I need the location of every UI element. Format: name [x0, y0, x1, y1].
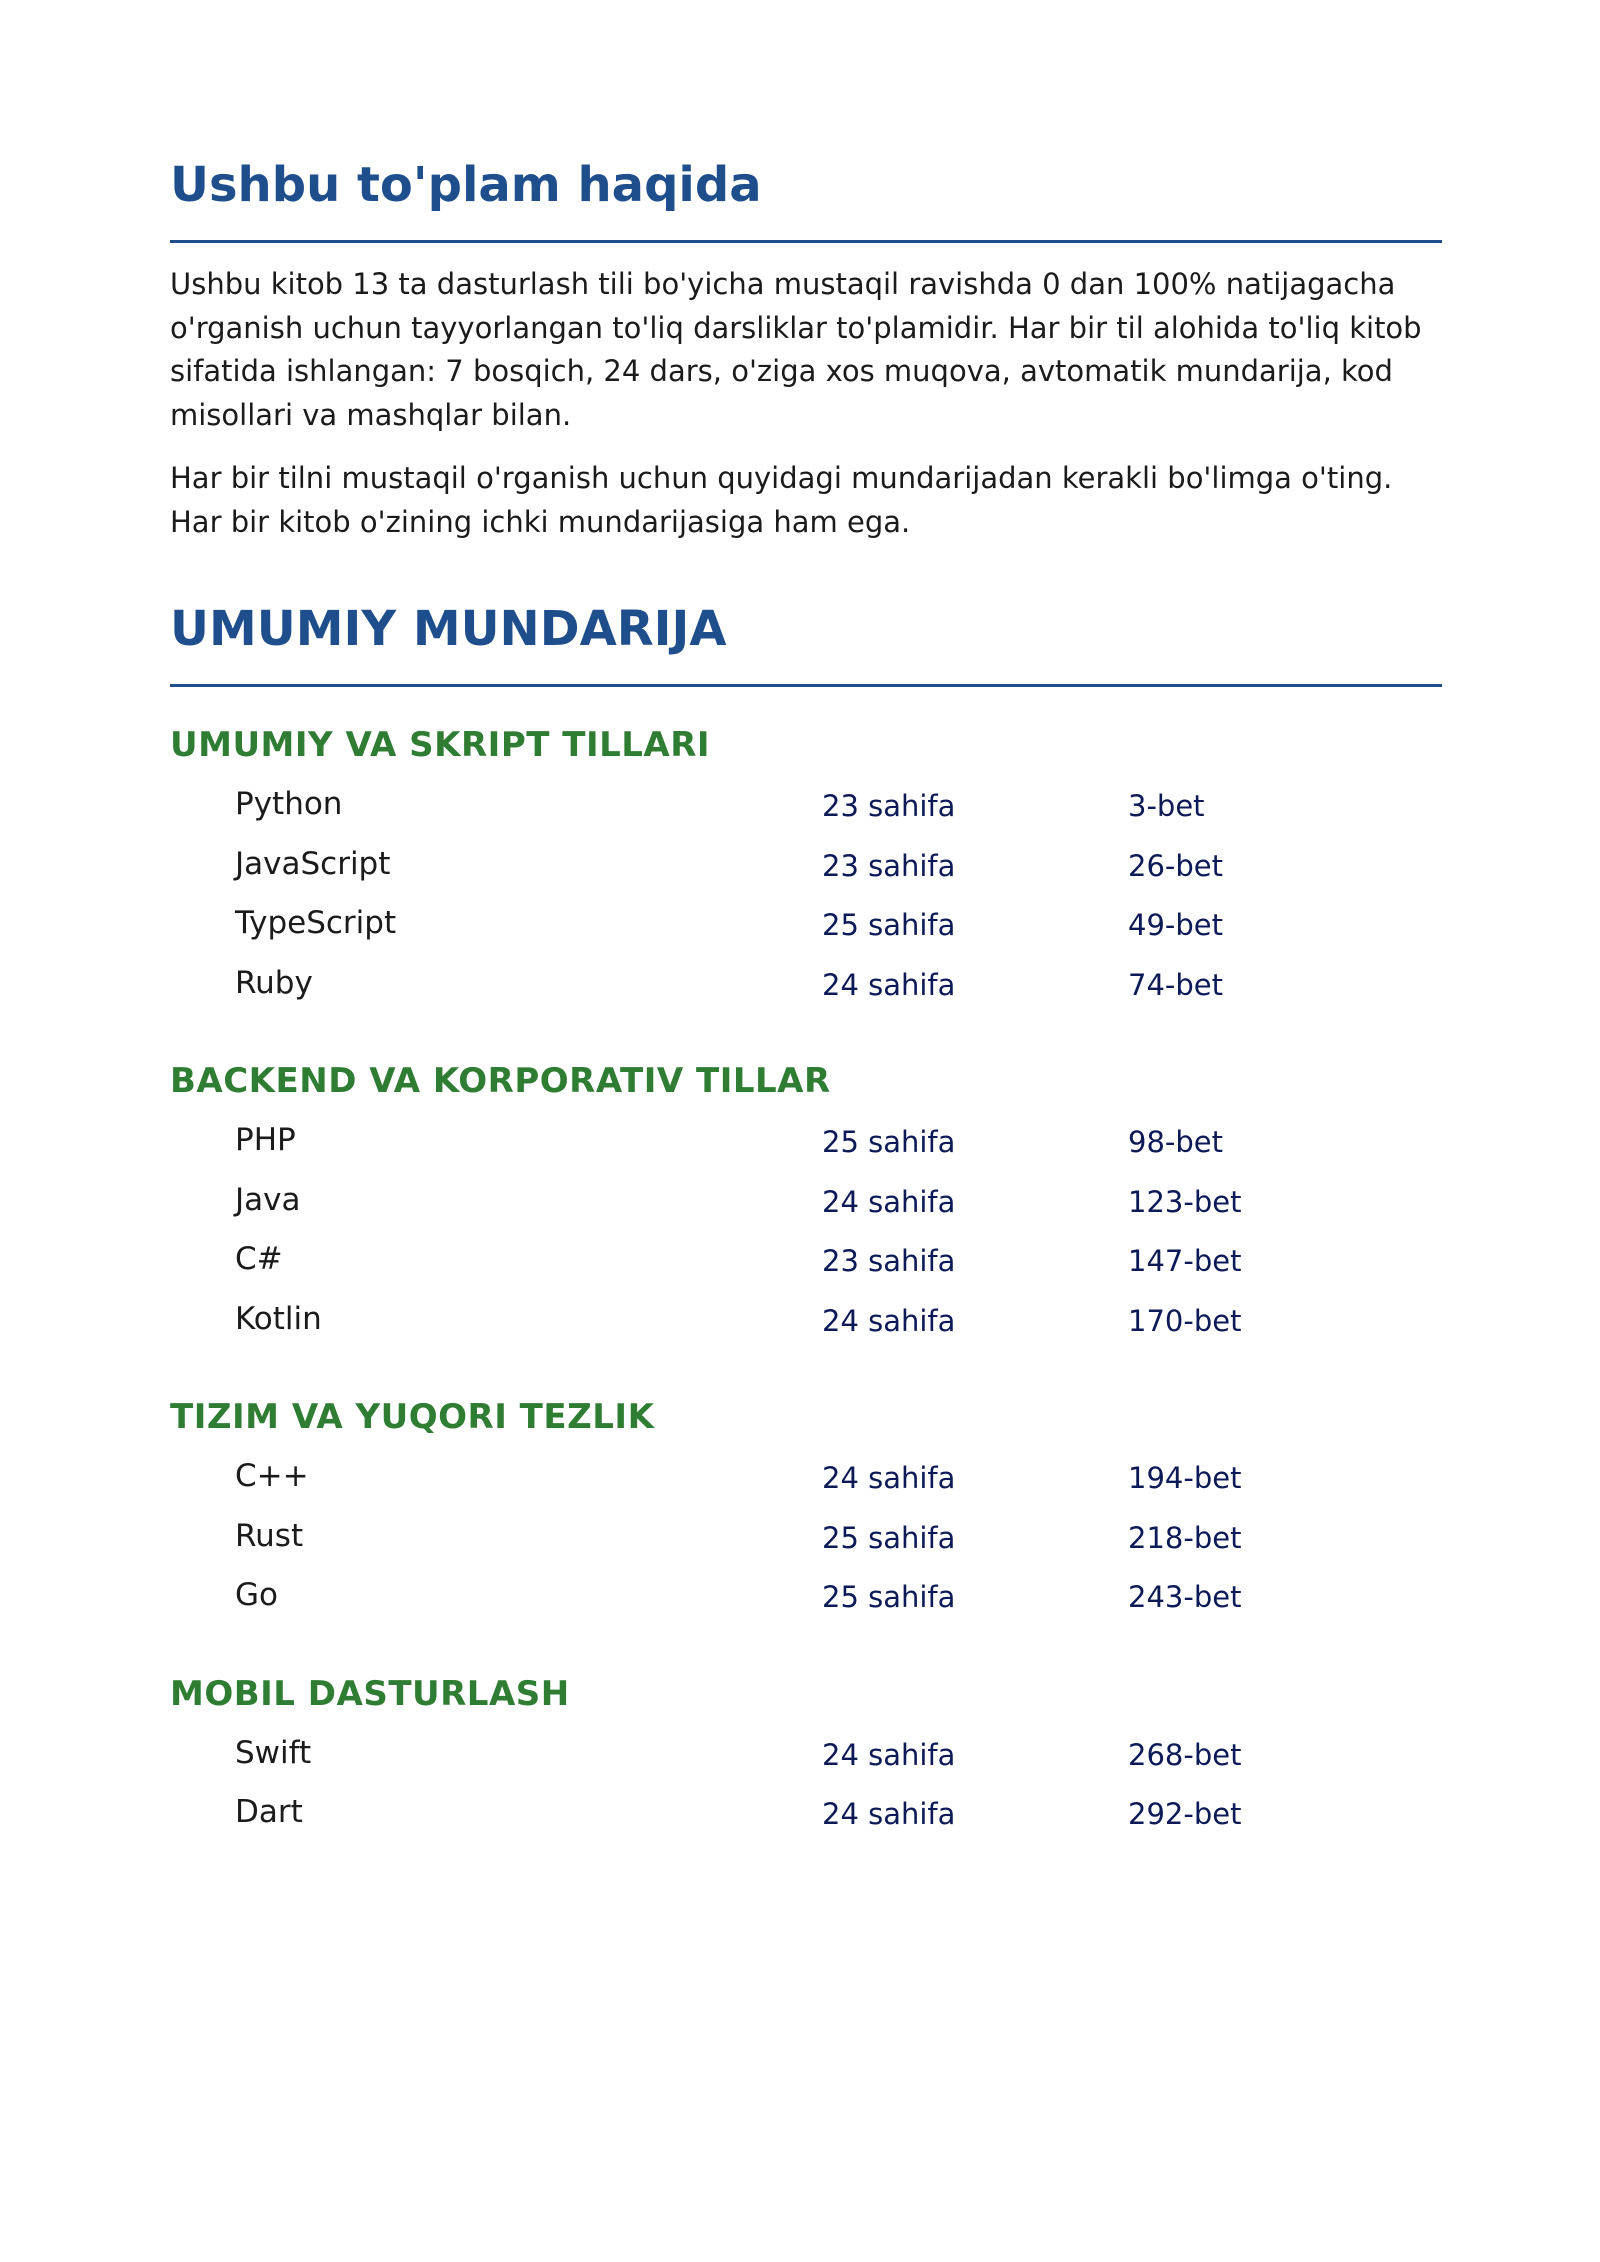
- toc-entry-page-count: 25 sahifa: [822, 1125, 956, 1159]
- toc-entry-name: Rust: [235, 1517, 304, 1554]
- toc-entry-name: C++: [235, 1458, 309, 1494]
- toc-entry-page-count: 24 sahifa: [822, 1303, 956, 1338]
- toc-entry-page-count: 25 sahifa: [822, 1520, 956, 1555]
- toc-entry-start-page: 49-bet: [1128, 908, 1223, 942]
- toc-entry-ruby[interactable]: [170, 960, 1442, 1020]
- about-heading-divider: [170, 240, 1442, 243]
- toc-entry-page-count: 24 sahifa: [822, 967, 956, 1002]
- toc-entry-page-count: 23 sahifa: [822, 1244, 956, 1278]
- toc-entry-start-page: 123-bet: [1128, 1184, 1242, 1219]
- toc-entry-csharp[interactable]: [170, 1236, 1442, 1296]
- page-content: [170, 150, 1442, 1849]
- toc-entry-name: Python: [235, 786, 343, 822]
- toc-entry-dart[interactable]: [170, 1789, 1442, 1849]
- toc-entry-swift[interactable]: [170, 1730, 1442, 1790]
- toc-group-rows: [170, 1730, 1442, 1849]
- toc-group-rows: [170, 1117, 1442, 1355]
- toc-entry-page-count: 23 sahifa: [822, 848, 956, 883]
- toc-entry-start-page: 194-bet: [1128, 1461, 1242, 1495]
- toc-group-title: MOBIL DASTURLASH: [170, 1673, 570, 1714]
- toc-entry-page-count: 24 sahifa: [822, 1737, 956, 1772]
- toc-entry-page-count: 24 sahifa: [822, 1461, 956, 1495]
- toc-entry-rust[interactable]: [170, 1513, 1442, 1573]
- toc-entry-page-count: 24 sahifa: [822, 1797, 956, 1831]
- about-paragraph-2: Har bir tilni mustaqil o'rganish uchun quyidagi mundarijadan kerakli bo'limga o'ting. Har bir kitob o'zining ichki mundarijasiga ham ega.: [170, 461, 1393, 539]
- toc-group-title: BACKEND VA KORPORATIV TILLAR: [170, 1061, 831, 1101]
- toc-entry-start-page: 268-bet: [1128, 1737, 1242, 1772]
- toc-entry-name: Ruby: [235, 964, 313, 1001]
- toc-entry-kotlin[interactable]: [170, 1296, 1442, 1356]
- toc-entry-java[interactable]: [170, 1177, 1442, 1237]
- toc-entry-typescript[interactable]: [170, 900, 1442, 960]
- toc-entry-name: Go: [235, 1577, 278, 1613]
- toc-entry-page-count: 25 sahifa: [822, 908, 956, 942]
- toc-entry-cpp[interactable]: [170, 1453, 1442, 1513]
- toc-heading: UMUMIY MUNDARIJA: [170, 601, 727, 657]
- toc-entry-name: Java: [235, 1181, 301, 1218]
- toc-entry-name: Kotlin: [235, 1300, 322, 1337]
- toc-group-scripting: [170, 721, 1442, 1019]
- toc-entry-python[interactable]: [170, 781, 1442, 841]
- toc-entry-name: Dart: [235, 1794, 303, 1830]
- toc-entry-start-page: 218-bet: [1128, 1520, 1242, 1555]
- toc-entry-go[interactable]: [170, 1572, 1442, 1632]
- about-paragraph-1: Ushbu kitob 13 ta dasturlash tili bo'yicha mustaqil ravishda 0 dan 100% natijagacha o'rganish uchun tayyorlangan to'liq darsliklar to'plamidir. Har bir til alohida to'liq kitob sifatida ishlangan: 7 bosqich, 24 dars, o'ziga xos muqova, avtomatik mundarija, kod misollari va mashqlar bilan.: [170, 267, 1422, 432]
- toc-entry-page-count: 24 sahifa: [822, 1184, 956, 1219]
- toc-entry-name: TypeScript: [235, 905, 397, 941]
- toc-group-rows: [170, 781, 1442, 1019]
- toc-entry-name: PHP: [235, 1122, 296, 1158]
- toc-heading-divider: [170, 684, 1442, 687]
- toc-entry-name: JavaScript: [235, 845, 391, 882]
- toc-entry-start-page: 170-bet: [1128, 1303, 1242, 1338]
- toc-group-backend: [170, 1057, 1442, 1355]
- toc-group-rows: [170, 1453, 1442, 1632]
- toc-entry-start-page: 74-bet: [1128, 967, 1223, 1002]
- toc-group-title: UMUMIY VA SKRIPT TILLARI: [170, 725, 711, 765]
- toc-entry-php[interactable]: [170, 1117, 1442, 1177]
- toc-entry-page-count: 25 sahifa: [822, 1580, 956, 1614]
- toc-entry-start-page: 292-bet: [1128, 1797, 1242, 1831]
- toc-groups: [170, 721, 1442, 1849]
- toc-group-title: TIZIM VA YUQORI TEZLIK: [170, 1397, 655, 1437]
- toc-entry-page-count: 23 sahifa: [822, 789, 956, 823]
- toc-entry-start-page: 147-bet: [1128, 1244, 1242, 1278]
- toc-group-mobile: [170, 1670, 1442, 1849]
- about-heading: Ushbu to'plam haqida: [170, 157, 762, 213]
- toc-entry-name: Swift: [235, 1734, 312, 1771]
- toc-entry-start-page: 26-bet: [1128, 848, 1223, 883]
- toc-entry-start-page: 3-bet: [1128, 789, 1205, 823]
- toc-entry-start-page: 98-bet: [1128, 1125, 1223, 1159]
- toc-entry-name: C#: [235, 1241, 283, 1277]
- toc-entry-start-page: 243-bet: [1128, 1580, 1242, 1614]
- toc-entry-javascript[interactable]: [170, 841, 1442, 901]
- toc-group-systems: [170, 1393, 1442, 1632]
